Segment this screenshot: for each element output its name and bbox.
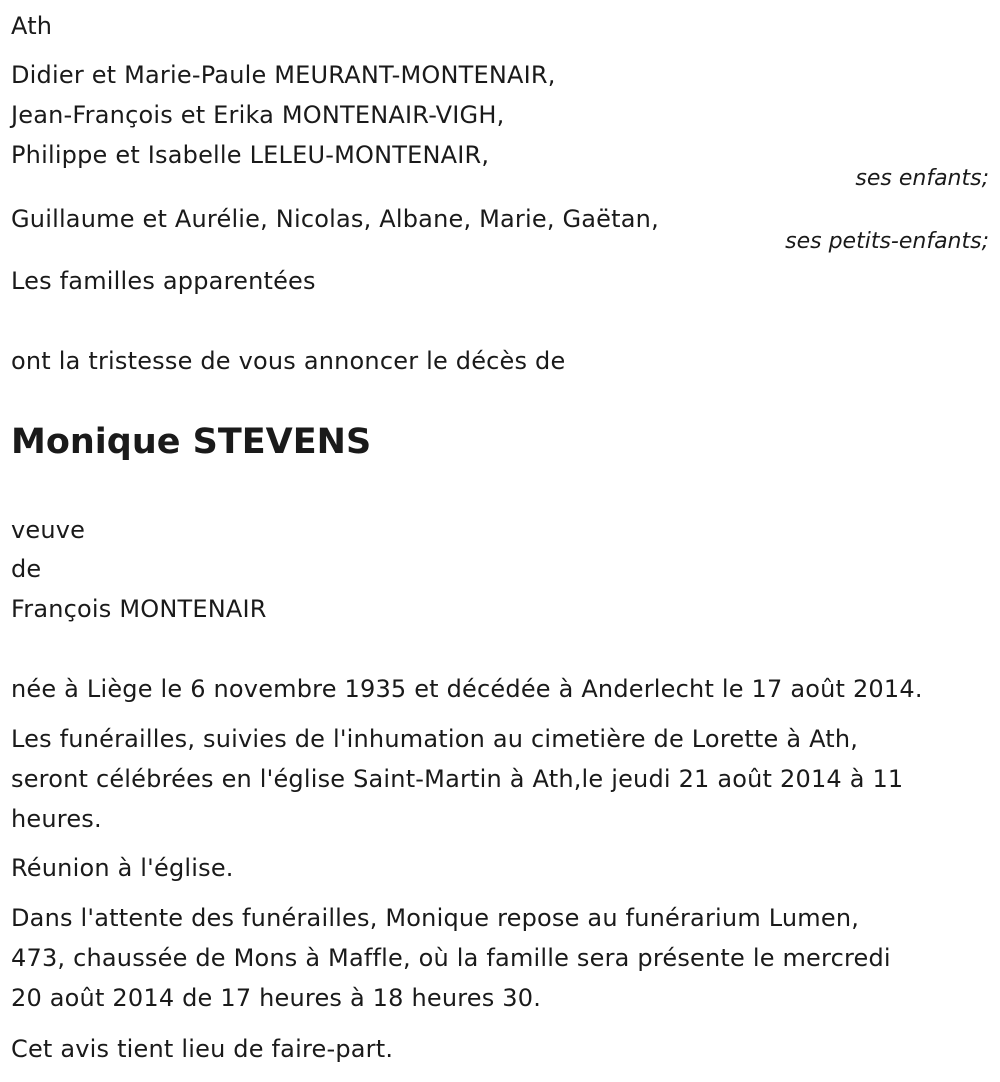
widow-status-of: de bbox=[11, 555, 42, 583]
funeral-line: Les funérailles, suivies de l'inhumation au cimetière de Lorette à Ath, bbox=[11, 725, 859, 753]
city-header: Ath bbox=[11, 12, 53, 40]
funeral-line: heures. bbox=[11, 805, 102, 833]
relatives-line: Les familles apparentées bbox=[11, 267, 316, 295]
repose-line: 20 août 2014 de 17 heures à 18 heures 30. bbox=[11, 984, 542, 1012]
meeting-line: Réunion à l'église. bbox=[11, 854, 234, 882]
repose-line: Dans l'attente des funérailles, Monique repose au funérarium Lumen, bbox=[11, 904, 860, 932]
grandchildren-list: Guillaume et Aurélie, Nicolas, Albane, Marie, Gaëtan, bbox=[11, 205, 659, 233]
funeral-line: seront célébrées en l'église Saint-Martin à Ath,le jeudi 21 août 2014 à 11 bbox=[11, 765, 904, 793]
obituary-notice bbox=[11, 0, 989, 1082]
announcement-text: ont la tristesse de vous annoncer le décès de bbox=[11, 347, 566, 375]
widow-status: veuve bbox=[11, 516, 86, 544]
closing-line: Cet avis tient lieu de faire-part. bbox=[11, 1035, 394, 1063]
birth-death-line: née à Liège le 6 novembre 1935 et décédée à Anderlecht le 17 août 2014. bbox=[11, 675, 923, 703]
child-couple: Jean-François et Erika MONTENAIR-VIGH, bbox=[11, 101, 505, 129]
grandchildren-role-label: ses petits-enfants; bbox=[785, 229, 989, 254]
deceased-name: Monique STEVENS bbox=[11, 422, 372, 462]
spouse-name: François MONTENAIR bbox=[11, 595, 267, 623]
repose-line: 473, chaussée de Mons à Maffle, où la famille sera présente le mercredi bbox=[11, 944, 891, 972]
child-couple: Didier et Marie-Paule MEURANT-MONTENAIR, bbox=[11, 61, 556, 89]
child-couple: Philippe et Isabelle LELEU-MONTENAIR, bbox=[11, 141, 490, 169]
children-role-label: ses enfants; bbox=[855, 166, 989, 191]
